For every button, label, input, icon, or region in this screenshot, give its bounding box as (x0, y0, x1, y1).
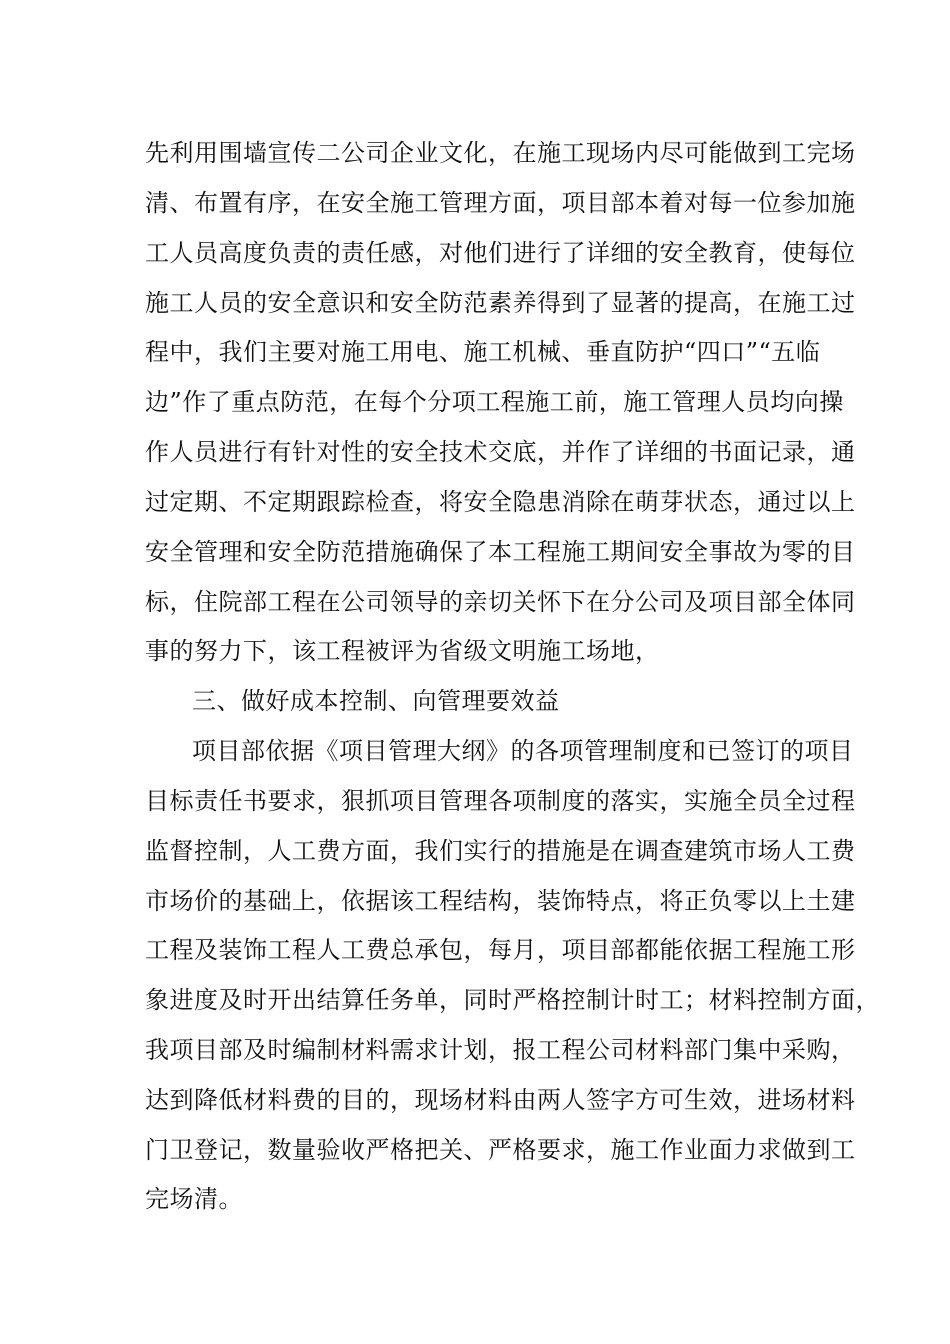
text-line: 监督控制，人工费方面，我们实行的措施是在调查建筑市场人工费 (145, 837, 856, 865)
text-line: 达到降低材料费的目的，现场材料由两人签字方可生效，进场材料 (145, 1086, 856, 1114)
text-line: 边”作了重点防范，在每个分项工程施工前，施工管理人员均向操 (145, 388, 844, 416)
text-line: 标，住院部工程在公司领导的亲切关怀下在分公司及项目部全体同 (145, 588, 856, 616)
text-line: 门卫登记，数量验收严格把关、严格要求，施工作业面力求做到工 (145, 1136, 856, 1164)
text-line: 程中，我们主要对施工用电、施工机械、垂直防护“四口”“五临 (145, 338, 821, 366)
text-line: 先利用围墙宣传二公司企业文化，在施工现场内尽可能做到工完场 (145, 139, 856, 167)
text-line: 市场价的基础上，依据该工程结构，装饰特点，将正负零以上土建 (145, 887, 856, 915)
text-line: 工程及装饰工程人工费总承包，每月，项目部都能依据工程施工形 (145, 936, 856, 964)
text-line: 事的努力下，该工程被评为省级文明施工场地， (145, 637, 660, 665)
text-line: 清、布置有序，在安全施工管理方面，项目部本着对每一位参加施 (145, 189, 856, 217)
text-line: 完场清。 (145, 1185, 243, 1213)
text-line: 安全管理和安全防范措施确保了本工程施工期间安全事故为零的目 (145, 538, 856, 566)
text-line: 项目部依据《项目管理大纲》的各项管理制度和已签订的项目 (192, 737, 854, 765)
text-line: 施工人员的安全意识和安全防范素养得到了显著的提高，在施工过 (145, 289, 856, 317)
section-heading: 三、做好成本控制、向管理要效益 (192, 687, 560, 715)
text-line: 工人员高度负责的责任感，对他们进行了详细的安全教育，使每位 (145, 239, 856, 267)
text-line: 过定期、不定期跟踪检查，将安全隐患消除在萌芽状态，通过以上 (145, 488, 856, 516)
text-line: 目标责任书要求，狠抓项目管理各项制度的落实，实施全员全过程 (145, 787, 856, 815)
text-line: 我项目部及时编制材料需求计划，报工程公司材料部门集中采购， (145, 1036, 856, 1064)
text-line: 象进度及时开出结算任务单，同时严格控制计时工；材料控制方面， (145, 986, 880, 1014)
text-line: 作人员进行有针对性的安全技术交底，并作了详细的书面记录，通 (145, 438, 856, 466)
